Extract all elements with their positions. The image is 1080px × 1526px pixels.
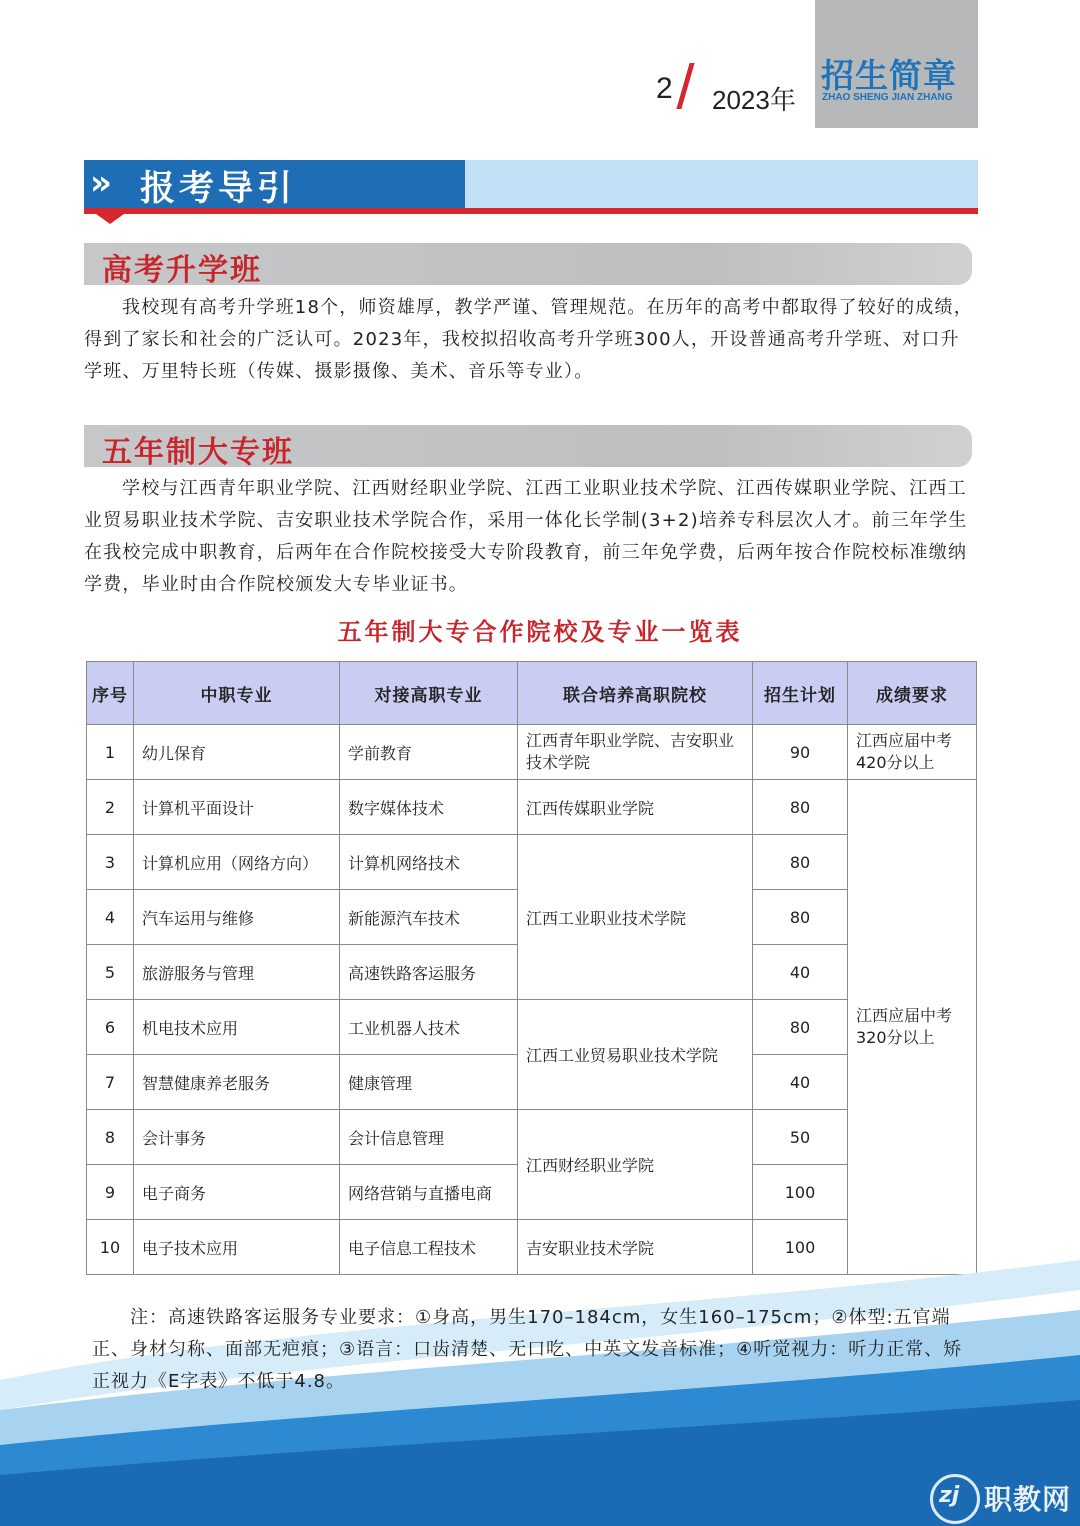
row-index: 8 bbox=[87, 1110, 134, 1165]
section-title: 五年制大专班 bbox=[102, 435, 294, 470]
college-major: 新能源汽车技术 bbox=[340, 890, 518, 945]
row-index: 7 bbox=[87, 1055, 134, 1110]
vocational-major: 电子商务 bbox=[134, 1165, 340, 1220]
page-number: 2 bbox=[656, 72, 673, 105]
footnote: 注：高速铁路客运服务专业要求：①身高，男生170–184cm，女生160–175cm；②体型:五官端正、身材匀称、面部无疤痕；③语言：口齿清楚、无口吃、中英文发音标准；④听觉视力：听力正常、矫正视力《E字表》不低于4.8。 bbox=[92, 1307, 963, 1392]
table-row bbox=[87, 725, 977, 780]
college-major: 数字媒体技术 bbox=[340, 780, 518, 835]
double-chevron-icon: » bbox=[90, 163, 112, 203]
vocational-major: 智慧健康养老服务 bbox=[134, 1055, 340, 1110]
table-header-row bbox=[87, 662, 977, 725]
column-header: 招生计划 bbox=[753, 662, 848, 725]
brand-title: 招生简章 bbox=[821, 56, 957, 95]
page-year: 2023年 bbox=[712, 85, 796, 115]
college-major: 电子信息工程技术 bbox=[340, 1220, 518, 1275]
watermark-logo-icon bbox=[930, 1474, 980, 1524]
vocational-major: 机电技术应用 bbox=[134, 1000, 340, 1055]
row-index: 1 bbox=[87, 725, 134, 780]
brand-subtitle: ZHAO SHENG JIAN ZHANG bbox=[822, 92, 953, 103]
college-major: 会计信息管理 bbox=[340, 1110, 518, 1165]
score-requirement: 江西应届中考420分以上 bbox=[848, 725, 977, 780]
vocational-major: 旅游服务与管理 bbox=[134, 945, 340, 1000]
vocational-major: 汽车运用与维修 bbox=[134, 890, 340, 945]
section-header-gaokao bbox=[84, 243, 972, 288]
banner-title: 报考导引 bbox=[140, 168, 297, 209]
banner-background-light bbox=[465, 160, 978, 208]
vocational-major: 计算机应用（网络方向） bbox=[134, 835, 340, 890]
college-major: 计算机网络技术 bbox=[340, 835, 518, 890]
row-index: 3 bbox=[87, 835, 134, 890]
column-header: 中职专业 bbox=[134, 662, 340, 725]
watermark-logo-text: zj bbox=[939, 1483, 960, 1508]
college-major: 学前教育 bbox=[340, 725, 518, 780]
partner-college: 吉安职业技术学院 bbox=[518, 1220, 753, 1275]
vocational-major: 幼儿保育 bbox=[134, 725, 340, 780]
row-index: 6 bbox=[87, 1000, 134, 1055]
college-major: 健康管理 bbox=[340, 1055, 518, 1110]
partner-college: 江西传媒职业学院 bbox=[518, 780, 753, 835]
enrollment-plan: 80 bbox=[753, 835, 848, 890]
table-row bbox=[87, 1110, 977, 1165]
enrollment-plan: 40 bbox=[753, 1055, 848, 1110]
page-slash-divider bbox=[676, 63, 694, 109]
section-body-gaokao: 我校现有高考升学班18个，师资雄厚，教学严谨、管理规范。在历年的高考中都取得了较好的成绩，得到了家长和社会的广泛认可。2023年，我校拟招收高考升学班300人，开设普通高考升学班、对口升学班、万里特长班（传媒、摄影摄像、美术、音乐等专业）。 bbox=[84, 297, 973, 382]
enrollment-plan: 80 bbox=[753, 780, 848, 835]
section-header-five-year bbox=[84, 425, 972, 470]
column-header: 对接高职专业 bbox=[340, 662, 518, 725]
row-index: 9 bbox=[87, 1165, 134, 1220]
partner-college: 江西财经职业学院 bbox=[518, 1110, 753, 1220]
row-index: 2 bbox=[87, 780, 134, 835]
row-index: 4 bbox=[87, 890, 134, 945]
partner-college: 江西工业职业技术学院 bbox=[518, 835, 753, 1000]
college-major: 工业机器人技术 bbox=[340, 1000, 518, 1055]
score-requirement: 江西应届中考320分以上 bbox=[848, 780, 977, 1275]
partner-college: 江西青年职业学院、吉安职业技术学院 bbox=[518, 725, 753, 780]
enrollment-plan: 100 bbox=[753, 1220, 848, 1275]
program-table bbox=[86, 661, 977, 1275]
column-header: 成绩要求 bbox=[848, 662, 977, 725]
vocational-major: 计算机平面设计 bbox=[134, 780, 340, 835]
row-index: 10 bbox=[87, 1220, 134, 1275]
table-row bbox=[87, 835, 977, 890]
table-row bbox=[87, 1000, 977, 1055]
partner-college: 江西工业贸易职业技术学院 bbox=[518, 1000, 753, 1110]
table-title: 五年制大专合作院校及专业一览表 bbox=[337, 617, 743, 646]
college-major: 网络营销与直播电商 bbox=[340, 1165, 518, 1220]
enrollment-plan: 90 bbox=[753, 725, 848, 780]
enrollment-plan: 50 bbox=[753, 1110, 848, 1165]
college-major: 高速铁路客运服务 bbox=[340, 945, 518, 1000]
watermark-text: 职教网 bbox=[984, 1483, 1072, 1516]
vocational-major: 电子技术应用 bbox=[134, 1220, 340, 1275]
banner-notch bbox=[96, 214, 124, 224]
enrollment-plan: 100 bbox=[753, 1165, 848, 1220]
section-body-five-year: 学校与江西青年职业学院、江西财经职业学院、江西工业职业技术学院、江西传媒职业学院、江西工业贸易职业技术学院、吉安职业技术学院合作，采用一体化长学制(3+2)培养专科层次人才。前三年学生在我校完成中职教育，后两年在合作院校接受大专阶段教育，前三年免学费，后两年按合作院校标准缴纳学费，毕业时由合作院校颁发大专毕业证书。 bbox=[84, 478, 968, 595]
column-header: 序号 bbox=[87, 662, 134, 725]
column-header: 联合培养高职院校 bbox=[518, 662, 753, 725]
section-title: 高考升学班 bbox=[102, 253, 262, 288]
enrollment-plan: 80 bbox=[753, 1000, 848, 1055]
enrollment-plan: 80 bbox=[753, 890, 848, 945]
row-index: 5 bbox=[87, 945, 134, 1000]
table-row bbox=[87, 780, 977, 835]
vocational-major: 会计事务 bbox=[134, 1110, 340, 1165]
enrollment-plan: 40 bbox=[753, 945, 848, 1000]
